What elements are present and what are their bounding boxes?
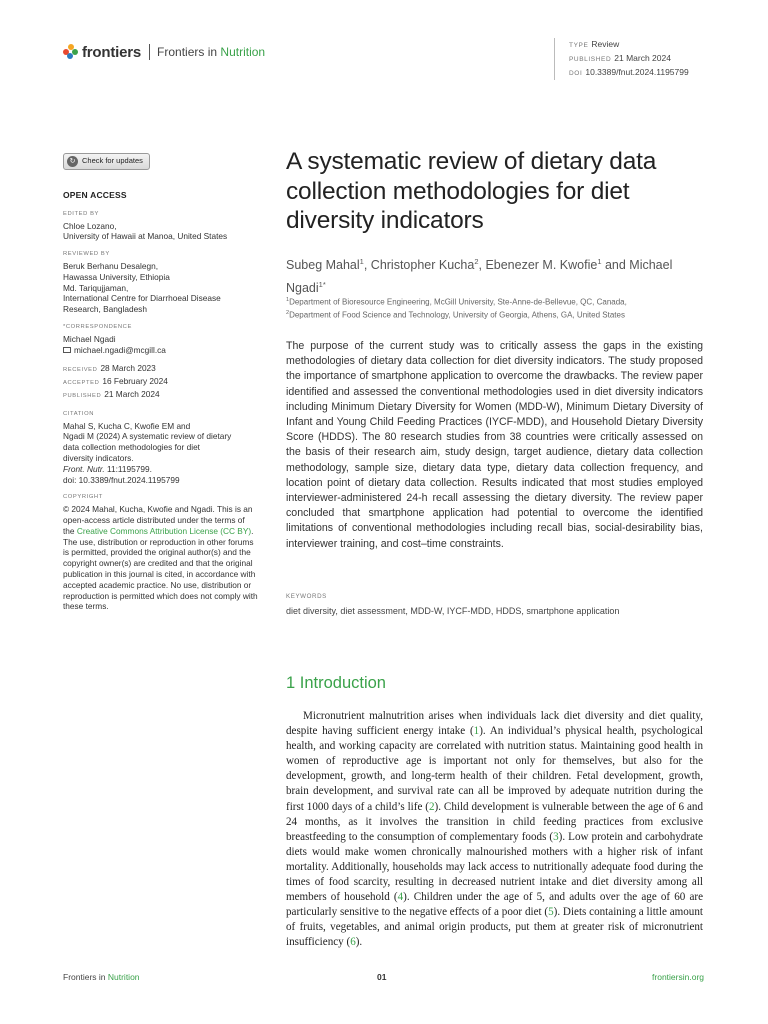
editor-affiliation: University of Hawaii at Manoa, United States [63,231,228,242]
citation-line: diversity indicators. [63,452,134,463]
citation-line: data collection methodologies for diet [63,442,200,453]
citation-doi[interactable]: doi: 10.3389/fnut.2024.1195799 [63,474,180,485]
reviewer-line: Research, Bangladesh [63,304,147,315]
abstract: The purpose of the current study was to critically assess the gaps in the existing methodologies of dietary data collection for diet diversity indicators. The study proposed the importance of smartphone application to overcome the drawbacks. The review paper identified and assessed the conventional methodologies used in diet diversity indicators including Minimum Dietary Diversity for Women (MDD-W), Minimum Dietary Diversity of Infant and Young Child Feeding Practices (IYCF-MDD), and Household Dietary Diversity Score (HDDS). The 80 research studies from 38 countries were critically assessed on the basis of their research aim, study design, target audience, dietary data collection methodology, sample size, dietary data type, dietary data collection frequency, and location point of dietary data collection. Results indicated that most studies employed interviewer-administered 24-h recall assessing the dietary diversity. The review paper concluded that smartphone application had potential to overcome the identified limitations of conventional methodologies including recall bias, social-desirability bias, interviewer training, and cost–time constraints. [286,340,703,550]
correspondence-email[interactable]: michael.ngadi@mcgill.ca [63,345,258,356]
check-updates-icon: ↻ [67,156,78,167]
reference-link[interactable]: 1 [473,725,480,738]
author-link[interactable]: , Ebenezer M. Kwofie [478,258,598,273]
affiliations [286,295,706,320]
reference-link[interactable]: 2 [429,800,435,813]
correspondence-label: *CORRESPONDENCE [63,323,132,330]
cc-by-link[interactable]: Creative Commons Attribution License (CC BY) [76,525,252,536]
reviewer-line: Md. Tariqujjaman, [63,282,129,293]
author-link[interactable]: , Christopher Kucha [363,258,475,273]
article-sidebar [63,153,258,612]
copyright-text: © 2024 Mahal, Kucha, Kwofie and Ngadi. This is an open-access article distributed under the terms of the Creative Commons Attribution License (CC BY). The use, distribution or reproduction in other forums is permitted, provided the original author(s) and the copyright owner(s) are credited and that the original publication in this journal is cited, in accordance with accepted academic practice. No use, distribution or reproduction is permitted which does not comply with these terms. [63,504,258,612]
editor-name: Chloe Lozano, [63,220,117,231]
check-updates-button[interactable]: ↻ Check for updates [63,153,150,170]
article-meta: TYPE Review PUBLISHED 21 March 2024 DOI 10.3389/fnut.2024.1195799 [554,38,689,80]
reviewer-line: International Centre for Diarrhoeal Disease [63,293,221,304]
header-divider [149,44,150,60]
citation-journal: Front. Nutr. 11:1195799. [63,463,152,474]
citation-label: CITATION [63,410,94,417]
reference-link[interactable]: 5 [548,906,554,919]
citation-line: Ngadi M (2024) A systematic review of dietary [63,431,232,442]
doi-link[interactable]: 10.3389/fnut.2024.1195799 [585,67,689,77]
page-number: 01 [377,972,387,982]
reviewed-by-label: REVIEWED BY [63,251,110,258]
reference-link[interactable]: 3 [553,830,559,843]
published-date-sidebar: PUBLISHED 21 March 2024 [63,388,160,399]
published-date: 21 March 2024 [614,53,671,63]
introduction-paragraph: Micronutrient malnutrition arises when individuals lack diet diversity and diet quality, despite having sufficient energy intake (1). An individual’s physical health, psychological health, and working capacity are correlated with nutrition status. Maintaining good health in women of reproductive age is important not only for themselves, but also for the development, growth, and long-term health of their children. Fetal development, growth, brain development, and survival rate can all be improved by adequate nutrition during the first 1000 days of a child’s life (2). Child development is vulnerable between the age of 6 and 24 months, as it involves the transition in child feeding practices from exclusive breastfeeding to the consumption of complementary foods (3). Low protein and carbohydrate diets would make women chronically malnourished mothers with a higher risk of infant mortality. Additionally, households may lack access to nutritionally adequate food during the times of food scarcity, resulting in decreased nutrient intake and diet diversity among all members of household (4). Children under the age of 5, and adults over the age of 60 are particularly sensitive to the negative effects of a poor diet (5). Diets containing a little amount of fruits, vegetables, and animal origin products, put them at greater risk of micronutrient insufficiency (6). [286,710,704,949]
author-link[interactable]: and Michael Ngadi [286,258,673,296]
reference-link[interactable]: 6 [350,936,356,949]
correspondence-name: Michael Ngadi [63,333,116,344]
frontiers-logo-icon [63,44,79,60]
keywords-label: KEYWORDS [286,593,327,600]
keywords: diet diversity, diet assessment, MDD-W, IYCF-MDD, HDDS, smartphone application [286,606,620,616]
reviewer-line: Hawassa University, Ethiopia [63,271,170,282]
author-list: Subeg Mahal$^1$, Christopher Kucha$^2$, Ebenezer M. Kwofie$^1$ and Michael Ngadi$^{1*}$ [286,257,673,296]
article-type: Review [591,39,620,49]
affiliation-2: $^2$Department of Food Science and Technology, University of Georgia, Athens, GA, United States [286,309,625,320]
author-link[interactable]: Subeg Mahal [286,258,360,273]
journal-name[interactable]: Frontiers in Nutrition [157,45,266,59]
article-title: A systematic review of dietary data collection methodologies for diet diversity indicators [286,148,657,234]
citation-line: Mahal S, Kucha C, Kwofie EM and [63,420,191,431]
reviewer-line: Beruk Berhanu Desalegn, [63,260,159,271]
received-date: RECEIVED 28 March 2023 [63,363,156,374]
section-heading-introduction: 1 Introduction [286,674,386,692]
open-access-label: OPEN ACCESS [63,190,127,200]
footer-journal: Frontiers in Nutrition [63,972,140,982]
copyright-label: COPYRIGHT [63,494,103,501]
edited-by-label: EDITED BY [63,210,100,217]
journal-header [63,42,265,62]
reference-link[interactable]: 4 [397,891,404,904]
affiliation-1: $^1$Department of Bioresource Engineering, McGill University, Ste-Anne-de-Bellevue, QC, Canada, [286,297,627,307]
accepted-date: ACCEPTED 16 February 2024 [63,376,168,387]
mail-icon [63,347,71,353]
footer-site-link[interactable]: frontiersin.org [652,972,704,982]
brand-name: frontiers [82,43,142,61]
